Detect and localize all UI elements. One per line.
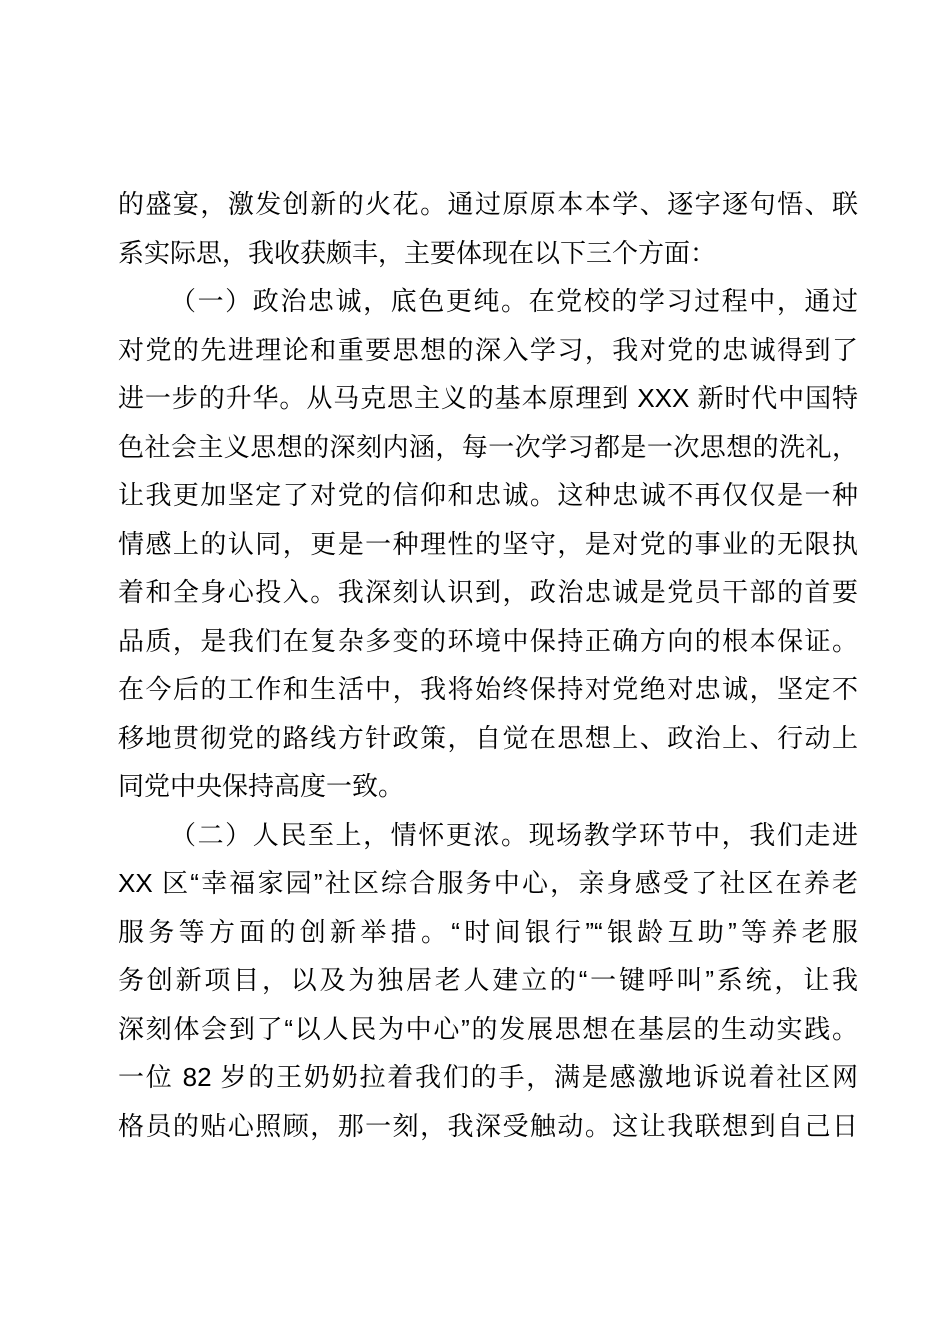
text-line: 对党的先进理论和重要思想的深入学习，我对党的忠诚得到了 <box>118 334 858 365</box>
text-line: 在今后的工作和生活中，我将始终保持对党绝对忠诚，坚定不 <box>118 674 858 704</box>
text-line: 情感上的认同，更是一种理性的坚守，是对党的事业的无限执 <box>118 528 858 559</box>
text-line: 系实际思，我收获颇丰，主要体现在以下三个方面： <box>118 237 717 268</box>
paragraph-point-one <box>118 277 858 811</box>
text-line: 着和全身心投入。我深刻认识到，政治忠诚是党员干部的首要 <box>118 577 858 607</box>
text-line: 务创新项目，以及为独居老人建立的“一键呼叫”系统，让我 <box>118 965 858 995</box>
text-line: 深刻体会到了“以人民为中心”的发展思想在基层的生动实践。 <box>118 1013 858 1044</box>
text-line: 格员的贴心照顾，那一刻，我深受触动。这让我联想到自己日 <box>118 1110 858 1141</box>
text-line: XX 区“幸福家园”社区综合服务中心，亲身感受了社区在养老 <box>118 868 858 898</box>
text-line: 同党中央保持高度一致。 <box>118 771 405 801</box>
text-line: 色社会主义思想的深刻内涵，每一次学习都是一次思想的洗礼， <box>118 431 858 462</box>
text-line: 品质，是我们在复杂多变的环境中保持正确方向的根本保证。 <box>118 625 858 656</box>
text-line: 进一步的升华。从马克思主义的基本原理到 XXX 新时代中国特 <box>118 383 858 413</box>
text-line: 的盛宴，激发创新的火花。通过原原本本学、逐字逐句悟、联 <box>118 189 858 219</box>
paragraph-point-two <box>118 811 858 1151</box>
text-line: 一位 82 岁的王奶奶拉着我们的手，满是感激地诉说着社区网 <box>118 1062 858 1092</box>
paragraph-continuation <box>118 180 858 277</box>
text-line: 移地贯彻党的路线方针政策，自觉在思想上、政治上、行动上 <box>118 722 858 753</box>
text-line: 让我更加坚定了对党的信仰和忠诚。这种忠诚不再仅仅是一种 <box>118 480 858 510</box>
text-line: 服务等方面的创新举措。“时间银行”“银龄互助”等养老服 <box>118 916 858 947</box>
text-line: （一）政治忠诚，底色更纯。在党校的学习过程中，通过 <box>170 286 858 316</box>
text-line: （二）人民至上，情怀更浓。现场教学环节中，我们走进 <box>170 819 858 850</box>
text-body <box>118 180 858 1150</box>
